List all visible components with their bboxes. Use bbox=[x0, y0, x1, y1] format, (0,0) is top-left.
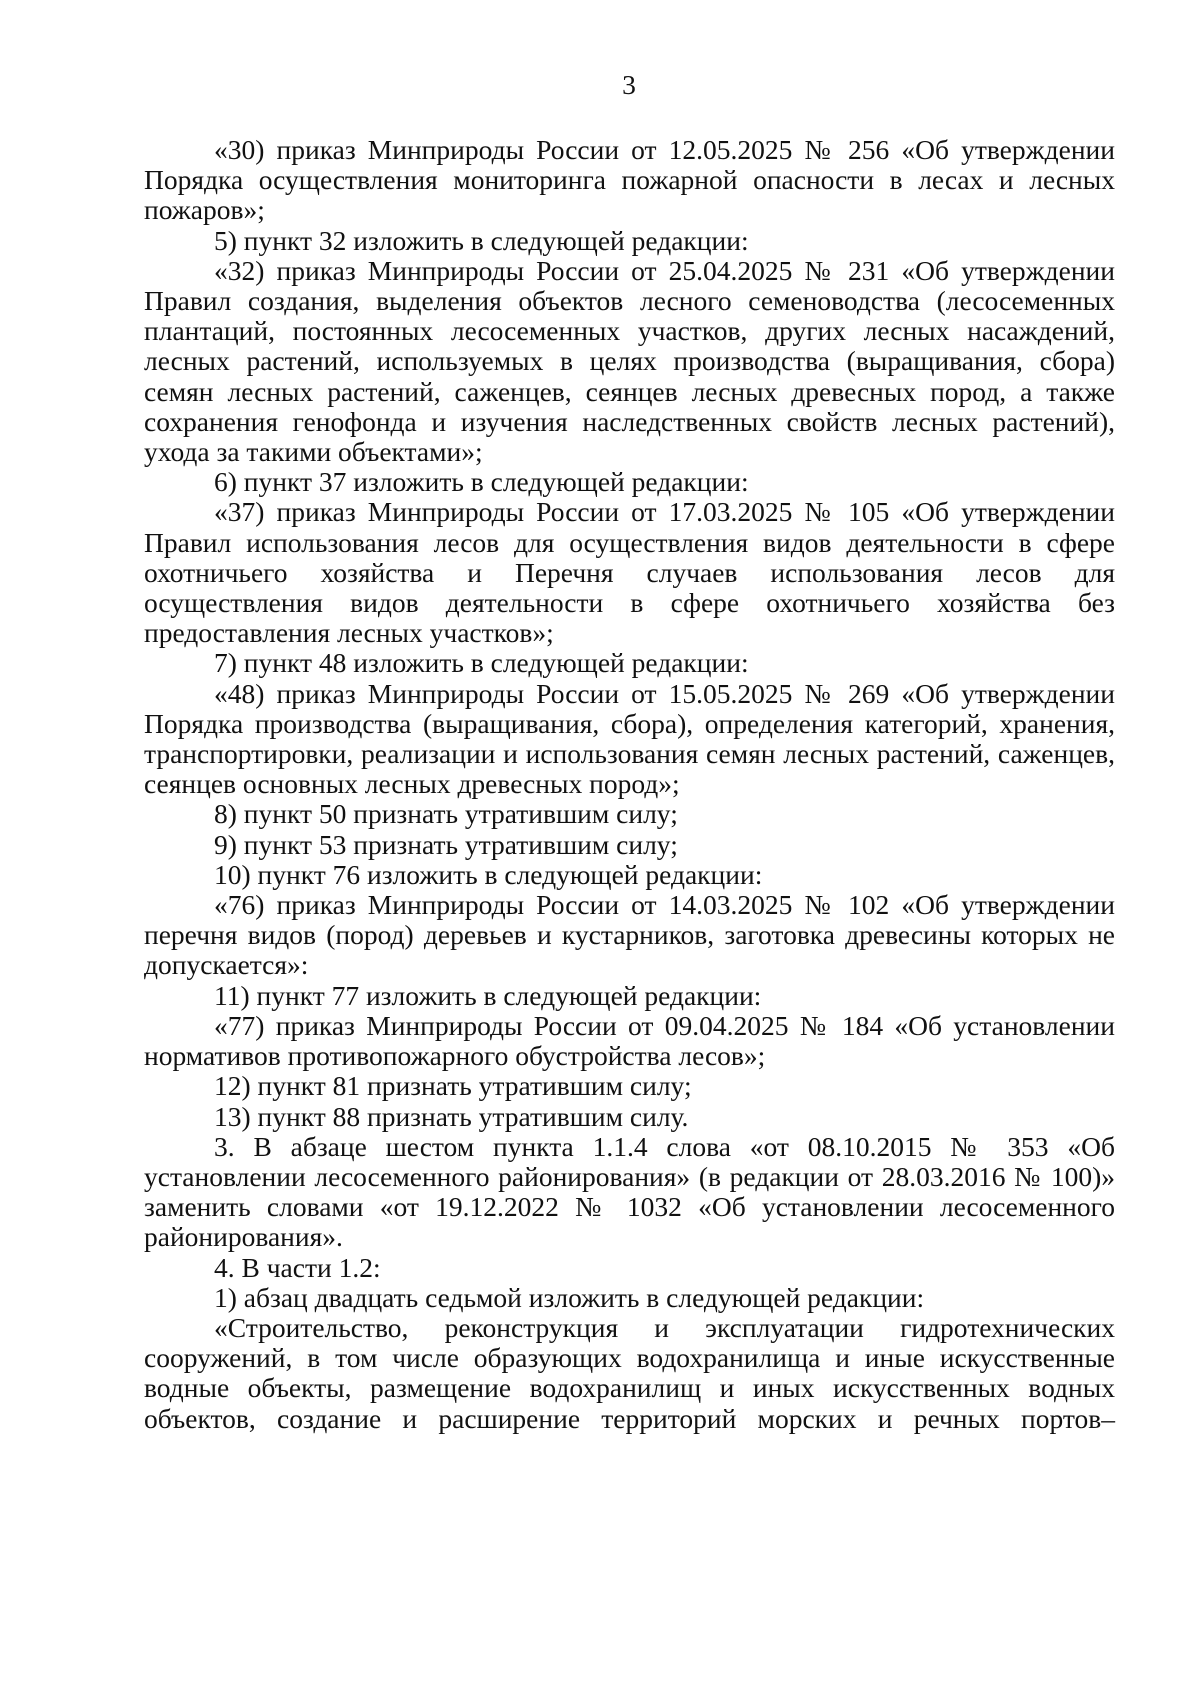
paragraph: 12) пункт 81 признать утратившим силу; bbox=[214, 1070, 692, 1102]
paragraph: «37) приказ Минприроды России от 17.03.2025 № 105 «Об утверждении Правил использования лесов для осуществления видов деятельности в сфере охотничьего хозяйства и Перечня случаев использования лесов для осуществления видов деятельности в сфере охотничьего хозяйства без предоставления лесных участков»; bbox=[144, 496, 1115, 649]
paragraph: «76) приказ Минприроды России от 14.03.2025 № 102 «Об утверждении перечня видов (пород) деревьев и кустарников, заготовка древесины которых не допускается»: bbox=[144, 889, 1115, 981]
paragraph: 6) пункт 37 изложить в следующей редакции: bbox=[214, 466, 749, 498]
paragraph: «32) приказ Минприроды России от 25.04.2025 № 231 «Об утверждении Правил создания, выделения объектов лесного семеноводства (лесосеменных плантаций, постоянных лесосеменных участков, других лесных насаждений, лесных растений, используемых в целях производства (выращивания, сбора) семян лесных растений, саженцев, сеянцев лесных древесных пород, а также сохранения генофонда и изучения наследственных свойств лесных растений), ухода за такими объектами»; bbox=[144, 254, 1115, 468]
paragraph: 13) пункт 88 признать утратившим силу. bbox=[214, 1100, 689, 1132]
paragraph: 5) пункт 32 изложить в следующей редакции: bbox=[214, 224, 749, 256]
paragraph: 4. В части 1.2: bbox=[214, 1251, 381, 1283]
paragraph: 7) пункт 48 изложить в следующей редакции: bbox=[214, 647, 749, 679]
paragraph: 11) пункт 77 изложить в следующей редакции: bbox=[214, 979, 762, 1011]
paragraph: 10) пункт 76 изложить в следующей редакции: bbox=[214, 858, 763, 890]
page-number: 3 bbox=[622, 69, 636, 100]
paragraph: «48) приказ Минприроды России от 15.05.2025 № 269 «Об утверждении Порядка производства (выращивания, сбора), определения категорий, хранения, транспортировки, реализации и использования семян лесных растений, саженцев, сеянцев основных лесных древесных пород»; bbox=[144, 677, 1115, 800]
paragraph: 3. В абзаце шестом пункта 1.1.4 слова «от 08.10.2015 № 353 «Об установлении лесосеменного районирования» (в редакции от 28.03.2016 № 100)» заменить словами «от 19.12.2022 № 1032 «Об установлении лесосеменного районирования». bbox=[144, 1130, 1115, 1253]
paragraph: «77) приказ Минприроды России от 09.04.2025 № 184 «Об установлении нормативов противопожарного обустройства лесов»; bbox=[144, 1009, 1115, 1072]
paragraph: 9) пункт 53 признать утратившим силу; bbox=[214, 828, 678, 860]
document-body bbox=[144, 135, 1115, 1434]
paragraph: «Строительство, реконструкция и эксплуатации гидротехнических сооружений, в том числе образующих водохранилища и иные искусственные водные объекты, размещение водохранилищ и иных искусственных водных объектов, создание и расширение территорий морских и речных портов– bbox=[144, 1311, 1115, 1434]
paragraph: 8) пункт 50 признать утратившим силу; bbox=[214, 798, 678, 830]
paragraph: 1) абзац двадцать седьмой изложить в следующей редакции: bbox=[214, 1281, 925, 1313]
paragraph: «30) приказ Минприроды России от 12.05.2025 № 256 «Об утверждении Порядка осуществления мониторинга пожарной опасности в лесах и лесных пожаров»; bbox=[144, 134, 1115, 226]
